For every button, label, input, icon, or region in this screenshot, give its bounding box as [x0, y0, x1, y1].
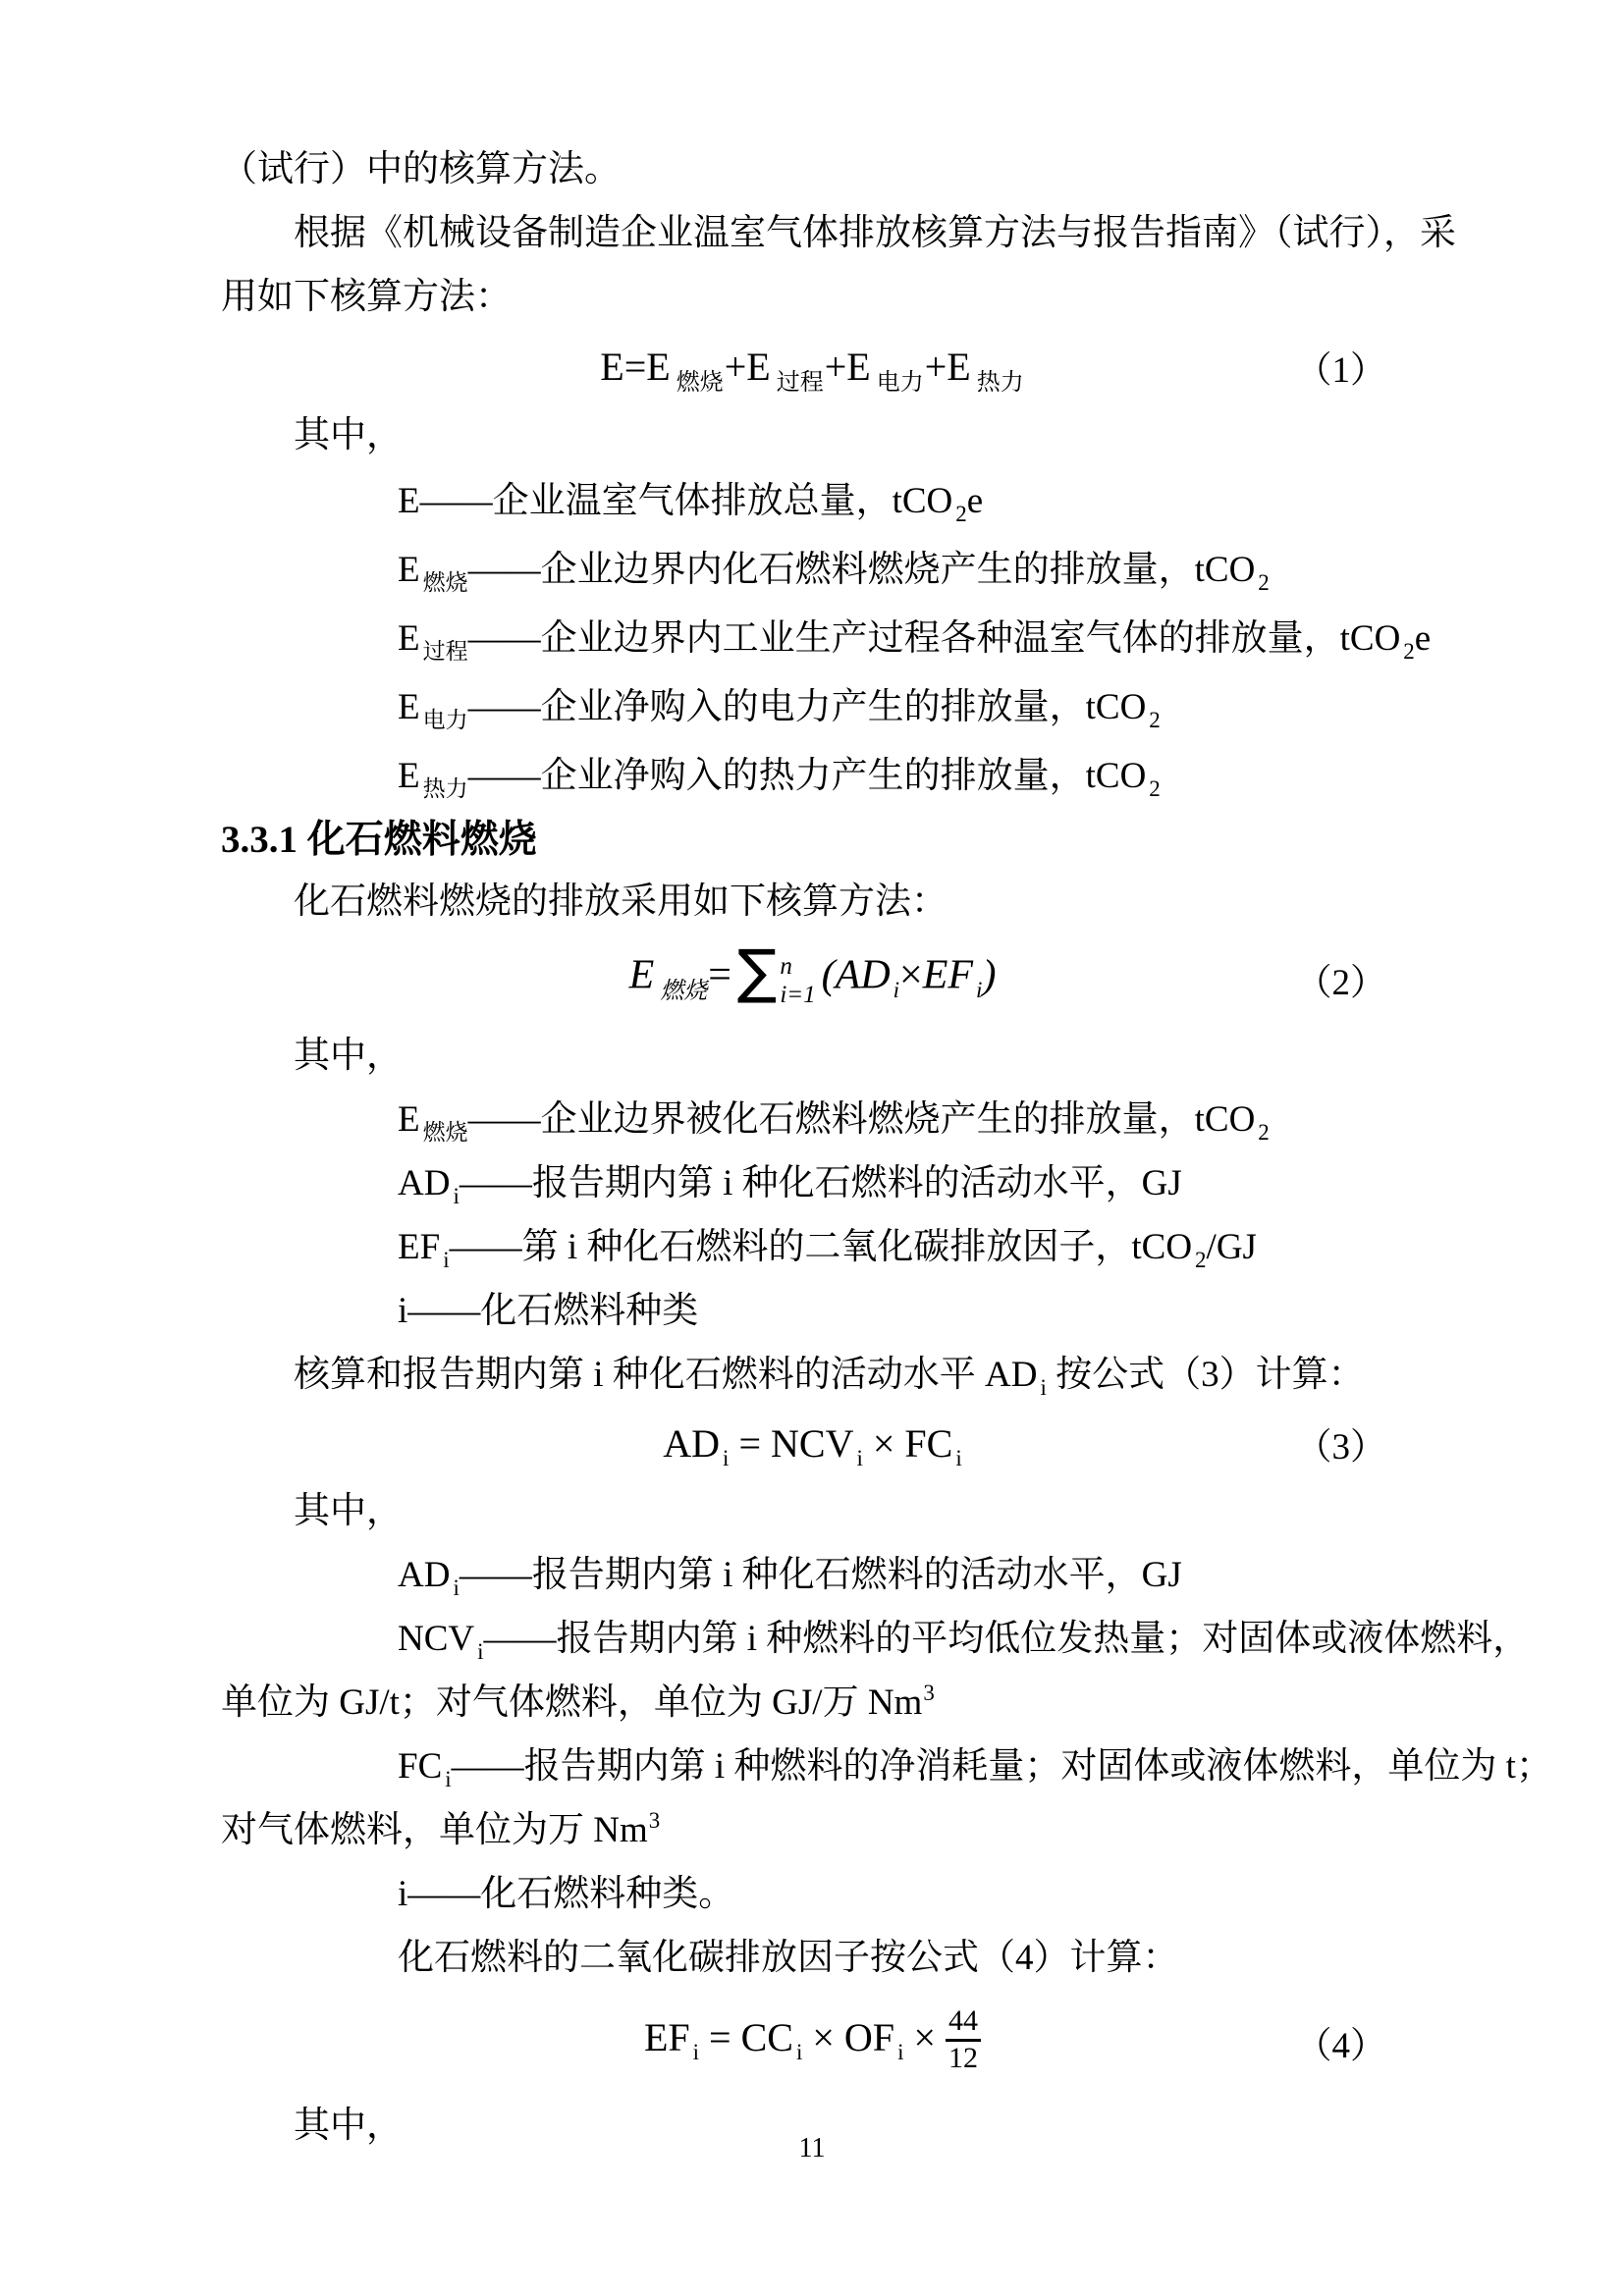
subscript-reli: 热力	[976, 369, 1024, 396]
text-segment: E	[398, 1099, 420, 1140]
fraction-numerator: 44	[948, 2004, 979, 2037]
text-segment: = NCV	[729, 1420, 854, 1466]
subscript: i	[976, 977, 983, 1002]
subscript: 电力	[422, 708, 468, 732]
text-segment: 对气体燃料，单位为万 Nm	[221, 1810, 648, 1850]
subscript-guocheng: 过程	[776, 369, 824, 396]
para-qizhong-3: 其中，	[294, 1491, 403, 1531]
times-sign: ×	[903, 2015, 937, 2060]
superscript: 3	[923, 1681, 935, 1705]
def-e-ranshao	[221, 536, 1404, 605]
def-efi	[221, 1215, 1404, 1279]
superscript: 3	[648, 1808, 661, 1833]
text-segment: × OF	[802, 2015, 895, 2060]
text-segment: ——企业边界内化石燃料燃烧产生的排放量，tCO	[467, 550, 1256, 590]
formula-2	[221, 934, 1404, 1024]
heading-3-3-1: 3.3.1 化石燃料燃烧	[221, 819, 537, 861]
text-segment: E	[628, 952, 655, 998]
text-segment: +E	[724, 344, 771, 389]
def-i-2: i——化石燃料种类。	[398, 1874, 735, 1914]
def-fci	[221, 1735, 1552, 1798]
formula-1-body	[600, 344, 1024, 396]
para-qizhong-1: 其中，	[294, 415, 403, 455]
text-segment: E	[398, 618, 420, 659]
def-adi	[221, 1151, 1404, 1215]
times-sign: ×	[899, 952, 923, 998]
text-segment: ——报告期内第 i 种化石燃料的活动水平，GJ	[459, 1163, 1182, 1203]
subscript: 燃烧	[422, 570, 468, 595]
text-segment: ——企业净购入的电力产生的排放量，tCO	[467, 687, 1147, 727]
formula-3	[221, 1407, 1404, 1479]
def-adi-2	[221, 1543, 1404, 1607]
para-trial-method-cont: （试行）中的核算方法。	[221, 149, 621, 189]
text-segment: ——企业边界内工业生产过程各种温室气体的排放量，tCO	[467, 618, 1401, 659]
subscript: i	[893, 977, 900, 1002]
text-segment: AD	[398, 1555, 451, 1595]
text-segment: ——企业净购入的热力产生的排放量，tCO	[467, 756, 1147, 796]
text-segment: E	[398, 756, 420, 796]
text-segment: EF	[643, 2015, 690, 2060]
subscript: i	[477, 1639, 484, 1664]
text-segment: /GJ	[1206, 1227, 1257, 1267]
text-segment: E	[398, 687, 420, 727]
text-segment: E=E	[600, 344, 671, 389]
formula-4	[221, 1990, 1404, 2094]
subscript: 2	[1258, 570, 1270, 595]
text-segment: (AD	[821, 952, 891, 998]
subscript: i	[445, 1767, 452, 1791]
text-segment: )	[982, 952, 997, 998]
def-e-reli	[221, 742, 1404, 811]
subscript: i	[692, 2040, 700, 2065]
subscript-ranshao: 燃烧	[676, 369, 724, 396]
formula-4-number: （4）	[1295, 2026, 1386, 2066]
text-segment: ——报告期内第 i 种化石燃料的活动水平，GJ	[459, 1555, 1182, 1595]
text-segment: E——企业温室气体排放总量，tCO	[398, 481, 953, 521]
subscript-dianli: 电力	[876, 369, 924, 396]
formula-2-body	[628, 936, 997, 1008]
subscript: i	[856, 1445, 863, 1470]
subscript: 过程	[422, 639, 468, 664]
text-segment: FC	[398, 1746, 443, 1787]
text-segment: 核算和报告期内第 i 种化石燃料的活动水平 AD	[294, 1355, 1038, 1395]
def-e-ranshao-2	[221, 1088, 1404, 1151]
subscript: 2	[1403, 639, 1415, 664]
def-i: i——化石燃料种类	[398, 1291, 699, 1331]
subscript: i	[453, 1184, 460, 1208]
text-segment: ——报告期内第 i 种燃料的净消耗量；对固体或液体燃料，单位为 t；	[451, 1746, 1552, 1787]
text-segment: AD	[663, 1420, 721, 1466]
text-segment: = CC	[699, 2015, 793, 2060]
def-e-dianli	[221, 673, 1404, 742]
text-segment: ——企业边界被化石燃料燃烧产生的排放量，tCO	[467, 1099, 1256, 1140]
subscript: 2	[1195, 1248, 1207, 1272]
def-e-guocheng	[221, 605, 1432, 673]
subscript: i	[955, 1445, 962, 1470]
sum-upper-limit: n	[780, 953, 792, 981]
subscript: 燃烧	[422, 1120, 468, 1145]
text-segment: NCV	[398, 1619, 475, 1659]
summation-limits	[780, 953, 815, 1010]
text-segment: ——第 i 种化石燃料的二氧化碳排放因子，tCO	[449, 1227, 1193, 1267]
fraction-denominator: 12	[946, 2039, 981, 2076]
subscript: 2	[1258, 1120, 1270, 1145]
equals-sign: =	[708, 952, 731, 998]
subscript: i	[897, 2040, 904, 2065]
para-unit-gjt-cont	[221, 1671, 1404, 1735]
para-method-cont: 用如下核算方法：	[221, 277, 512, 317]
subscript: 热力	[422, 776, 468, 801]
subscript: i	[1040, 1375, 1047, 1400]
para-adi-formula3-intro	[221, 1343, 1404, 1407]
formula-1	[221, 329, 1404, 403]
text-segment: E	[398, 550, 420, 590]
def-e-total	[221, 467, 1404, 536]
para-unit-nm3-cont	[221, 1798, 1404, 1862]
subscript: i	[723, 1445, 730, 1470]
def-ncvi	[221, 1607, 1530, 1671]
formula-4-body	[644, 2006, 981, 2077]
fraction-44-12	[946, 2004, 981, 2075]
subscript: 2	[955, 502, 967, 526]
text-segment: +E	[824, 344, 871, 389]
subscript: i	[443, 1248, 450, 1272]
summation-icon: ∑	[736, 936, 778, 1006]
subscript: i	[453, 1575, 460, 1600]
para-fossil-method: 化石燃料燃烧的排放采用如下核算方法：	[294, 881, 947, 922]
text-segment: 单位为 GJ/t；对气体燃料，单位为 GJ/万 Nm	[221, 1682, 923, 1723]
subscript: 2	[1149, 708, 1161, 732]
formula-3-number: （3）	[1295, 1427, 1386, 1468]
formula-1-number: （1）	[1295, 350, 1386, 391]
text-segment: × FC	[862, 1420, 953, 1466]
page-number: 11	[798, 2133, 826, 2163]
subscript-ranshao: 燃烧	[660, 978, 708, 1004]
formula-2-number: （2）	[1295, 963, 1386, 1003]
formula-3-body	[663, 1420, 962, 1470]
subscript: i	[795, 2040, 803, 2065]
text-segment: e	[1414, 618, 1432, 659]
subscript: 2	[1149, 776, 1161, 801]
para-guideline-reference: 根据《机械设备制造企业温室气体排放核算方法与报告指南》（试行），采	[294, 213, 1456, 253]
para-ef-formula4-intro: 化石燃料的二氧化碳排放因子按公式（4）计算：	[398, 1938, 1179, 1978]
para-qizhong-2: 其中，	[294, 1036, 403, 1076]
text-segment: +E	[924, 344, 971, 389]
text-segment: EF	[922, 952, 974, 998]
sum-lower-limit: i=1	[780, 982, 816, 1008]
text-segment: e	[966, 481, 984, 521]
text-segment: EF	[398, 1227, 441, 1267]
text-segment: ——报告期内第 i 种燃料的平均低位发热量；对固体或液体燃料，	[483, 1619, 1530, 1659]
text-segment: 按公式（3）计算：	[1046, 1355, 1365, 1395]
para-qizhong-4: 其中，	[294, 2106, 403, 2146]
text-segment: AD	[398, 1163, 451, 1203]
